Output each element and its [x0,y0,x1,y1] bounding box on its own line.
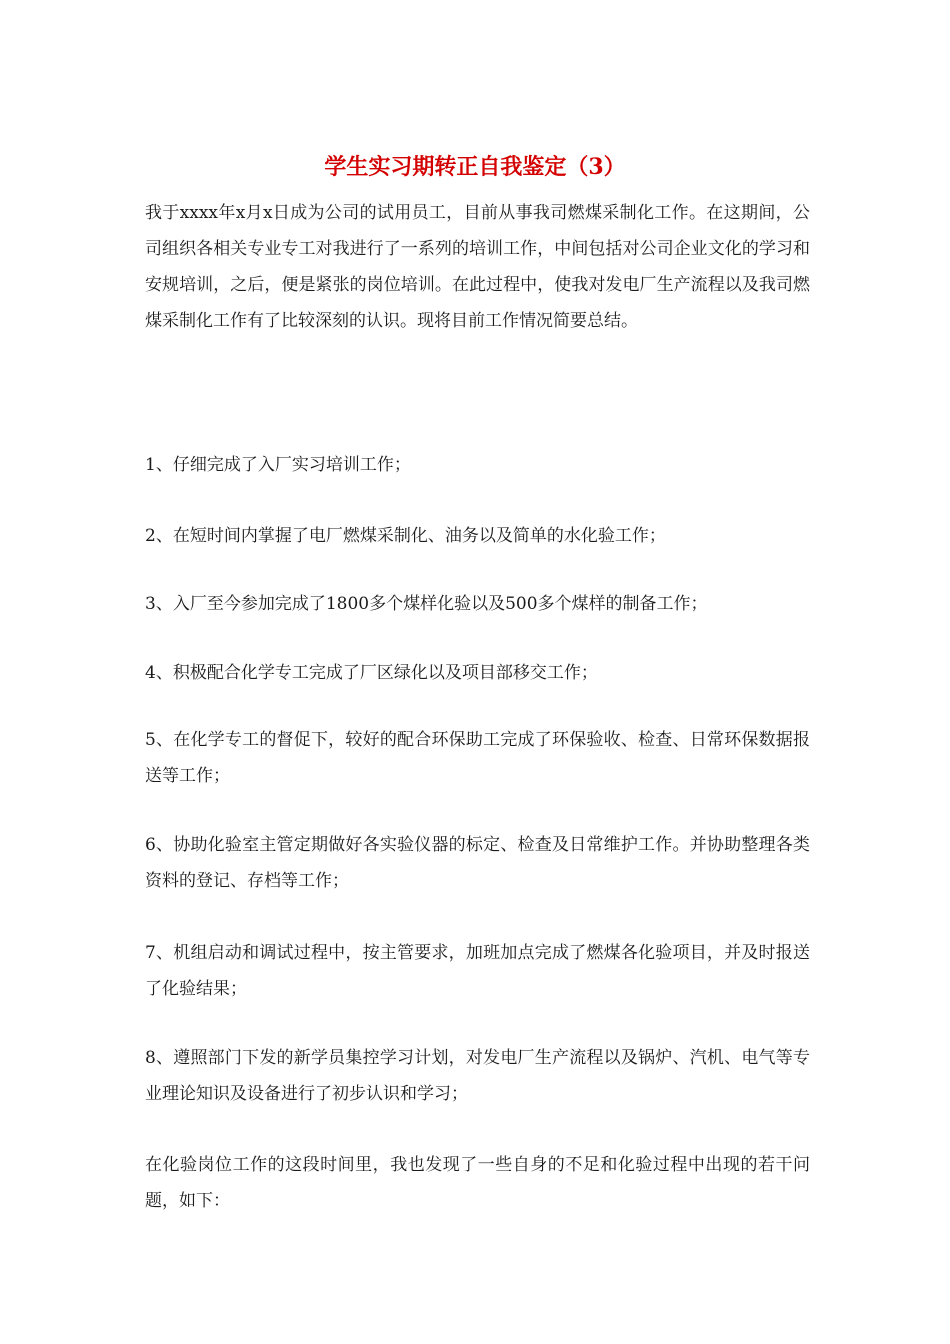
list-item-3: 3、入厂至今参加完成了1800多个煤样化验以及500多个煤样的制备工作； [145,594,708,614]
closing-paragraph: 在化验岗位工作的这段时间里，我也发现了一些自身的不足和化验过程中出现的若干问题，如下： [145,1155,810,1211]
list-item-6: 6、协助化验室主管定期做好各实验仪器的标定、检查及日常维护工作。并协助整理各类资料的登记、存档等工作； [145,835,810,891]
intro-paragraph: 我于xxxx年x月x日成为公司的试用员工，目前从事我司燃煤采制化工作。在这期间，公司组织各相关专业专工对我进行了一系列的培训工作，中间包括对公司企业文化的学习和安规培训，之后，便是紧张的岗位培训。在此过程中，使我对发电厂生产流程以及我司燃煤采制化工作有了比较深刻的认识。现将目前工作情况简要总结。 [145,203,810,331]
list-item-8: 8、遵照部门下发的新学员集控学习计划，对发电厂生产流程以及锅炉、汽机、电气等专业理论知识及设备进行了初步认识和学习； [145,1048,810,1104]
list-item-4: 4、积极配合化学专工完成了厂区绿化以及项目部移交工作； [145,663,598,683]
list-item-2: 2、在短时间内掌握了电厂燃煤采制化、油务以及简单的水化验工作； [145,526,666,546]
list-item-5: 5、在化学专工的督促下，较好的配合环保助工完成了环保验收、检查、日常环保数据报送等工作； [145,730,810,786]
list-item-7: 7、机组启动和调试过程中，按主管要求，加班加点完成了燃煤各化验项目，并及时报送了化验结果； [145,943,810,999]
document-title: 学生实习期转正自我鉴定（3） [324,154,626,180]
list-item-1: 1、仔细完成了入厂实习培训工作； [145,455,411,475]
